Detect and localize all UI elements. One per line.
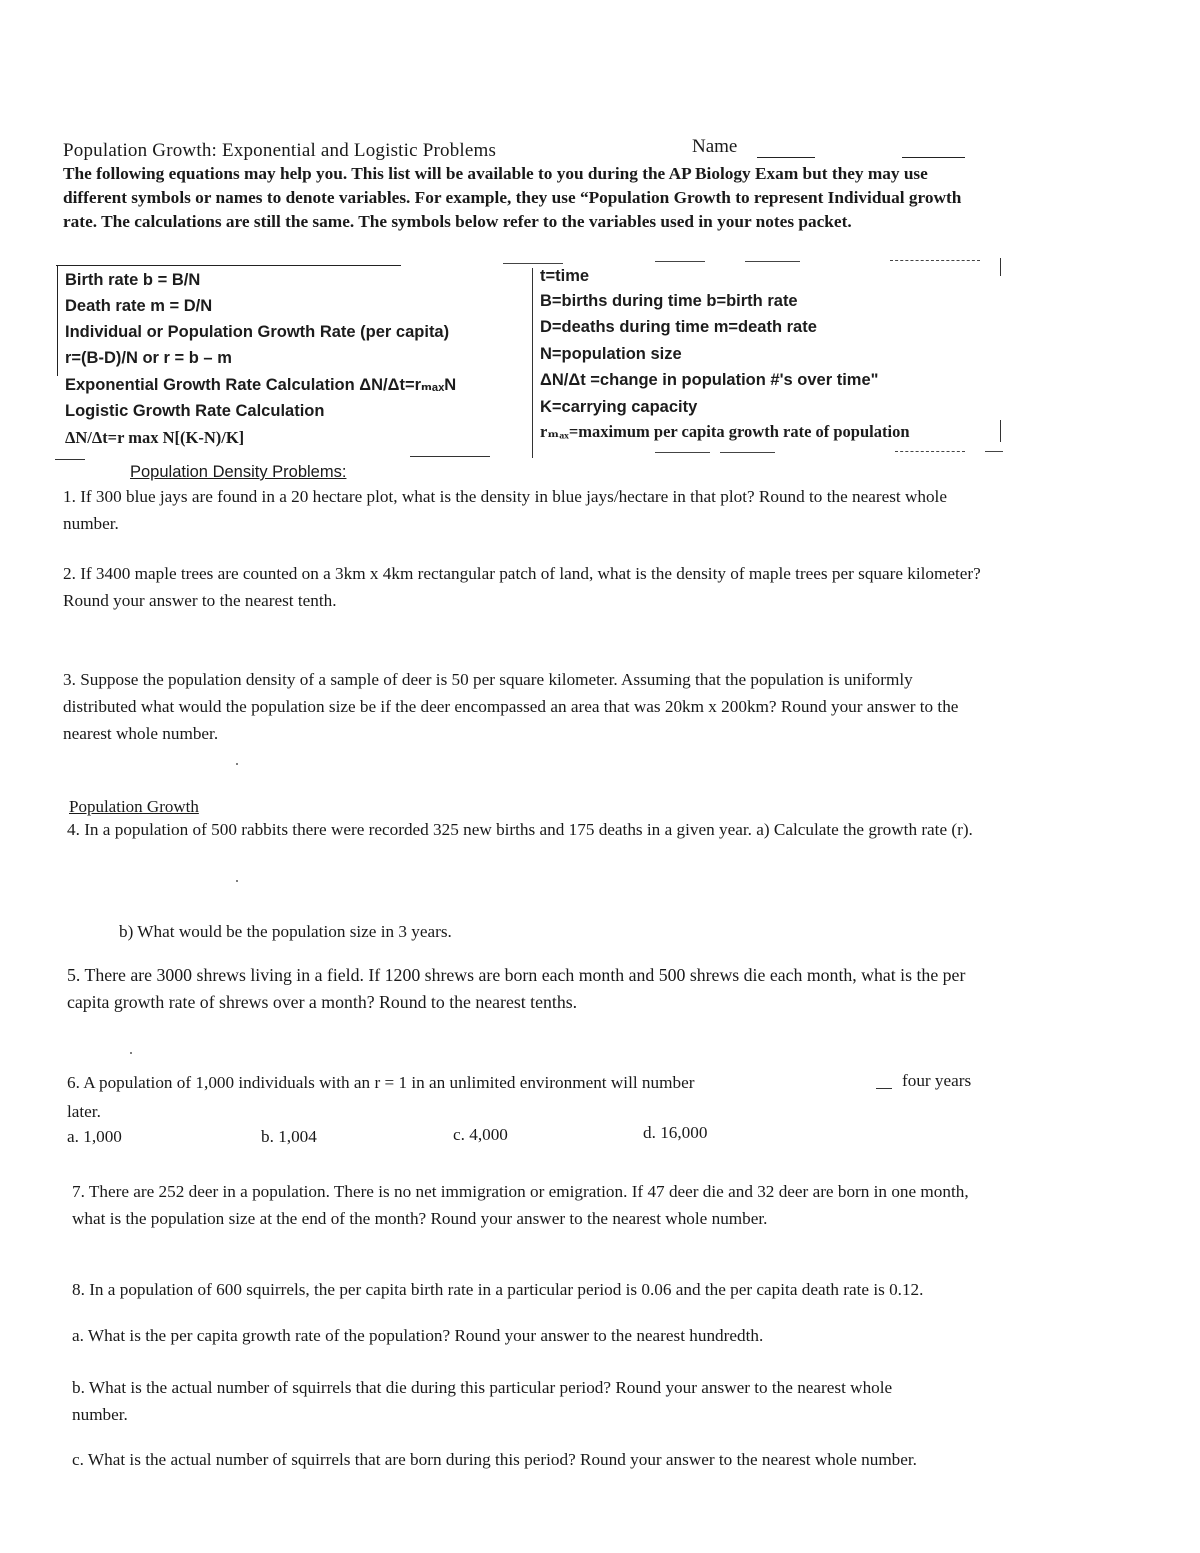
question-5: 5. There are 3000 shrews living in a field. If 1200 shrews are born each month and 500 shrews die each month, what is the per capita growth rate of shrews over a month? Round to the nearest tenths. [67,965,966,1012]
question-6-option-d[interactable]: d. 16,000 [643,1123,708,1142]
box-border-top [56,265,401,266]
variable-population-size: N=population size [540,345,682,363]
equation-growth-rate: r=(B-D)/N or r = b – m [65,349,232,367]
box-border-top-5 [890,260,980,261]
equation-birth-rate: Birth rate b = B/N [65,271,201,289]
question-3: 3. Suppose the population density of a sample of deer is 50 per square kilometer. Assuming that the population is uniformly distributed what would the population size be if the deer encompassed an area that was 20km x 200km? Round your answer to the nearest whole number. [63,670,959,743]
question-8c: c. What is the actual number of squirrels that are born during this period? Round your answer to the nearest whole number. [72,1450,917,1469]
equation-exponential: Exponential Growth Rate Calculation ΔN/Δt=rₘₐₓN [65,376,457,394]
worksheet-title: Population Growth: Exponential and Logistic Problems [63,140,497,161]
question-4: 4. In a population of 500 rabbits there were recorded 325 new births and 175 deaths in a given year. a) Calculate the growth rate (r). [67,820,973,839]
box-border-right-2 [1000,420,1001,442]
section-density-heading: Population Density Problems: [130,463,347,481]
box-border-top-4 [745,261,800,262]
question-2: 2. If 3400 maple trees are counted on a 3km x 4km rectangular patch of land, what is the density of maple trees per square kilometer? Round your answer to the nearest tenth. [63,564,981,610]
question-8a: a. What is the per capita growth rate of the population? Round your answer to the nearest hundredth. [72,1326,764,1345]
question-8: 8. In a population of 600 squirrels, the per capita birth rate in a particular period is 0.06 and the per capita death rate is 0.12. [72,1280,924,1299]
name-blank-line-2[interactable] [902,157,965,158]
box-border-top-3 [655,261,705,262]
stray-dot [236,763,238,765]
equation-death-rate: Death rate m = D/N [65,297,213,315]
question-1: 1. If 300 blue jays are found in a 20 hectare plot, what is the density in blue jays/hectare in that plot? Round to the nearest whole number. [63,487,947,533]
box-border-bottom-3 [655,452,710,453]
question-6-option-b[interactable]: b. 1,004 [261,1127,317,1146]
equation-growth-rate-label: Individual or Population Growth Rate (per capita) [65,323,450,341]
variable-change: ΔN/Δt =change in population #'s over time" [540,371,879,389]
box-border-top-2 [503,263,563,264]
variable-births: B=births during time b=birth rate [540,292,798,310]
box-border-bottom-5 [895,451,965,452]
question-6: 6. A population of 1,000 individuals with an r = 1 in an unlimited environment will number [67,1073,695,1092]
equation-logistic: ΔN/Δt=r max N[(K-N)/K] [65,428,245,447]
question-6-option-a[interactable]: a. 1,000 [67,1127,122,1146]
box-border-bottom-6 [985,451,1003,452]
intro-paragraph: The following equations may help you. This list will be available to you during the AP Biology Exam but they may use different symbols or names to denote variables. For example, they use “Population Growth to represent Individual growth rate. The calculations are still the same. The symbols below refer to the variables used in your notes packet. [63,164,962,231]
question-6-tail: four years [902,1071,972,1090]
box-border-right [1000,258,1001,276]
question-6-option-c[interactable]: c. 4,000 [453,1125,508,1144]
box-border-bottom-4 [720,452,775,453]
question-4b: b) What would be the population size in 3 years. [119,922,452,941]
question-6-line2: later. [67,1102,101,1121]
question-6-blank[interactable] [876,1088,892,1089]
stray-dot-3 [130,1052,132,1054]
variable-carrying-capacity: K=carrying capacity [540,398,698,416]
variable-rmax: rₘₐₓ=maximum per capita growth rate of population [540,422,910,441]
variable-time: t=time [540,267,590,285]
section-growth-heading: Population Growth [69,797,199,816]
box-border-bottom [55,459,85,460]
stray-dot-2 [236,880,238,882]
question-7: 7. There are 252 deer in a population. There is no net immigration or emigration. If 47 deer die and 32 deer are born in one month, what is the population size at the end of the month? Round your answer to the nearest whole number. [72,1182,969,1228]
equation-logistic-label: Logistic Growth Rate Calculation [65,402,325,420]
box-border-bottom-2 [410,456,490,457]
variable-deaths: D=deaths during time m=death rate [540,318,817,336]
box-border-left [57,266,58,376]
name-label: Name [692,136,738,157]
box-divider [532,268,533,458]
question-8b: b. What is the actual number of squirrels that die during this particular period? Round your answer to the nearest whole number. [72,1378,893,1424]
name-blank-line[interactable] [757,157,815,158]
